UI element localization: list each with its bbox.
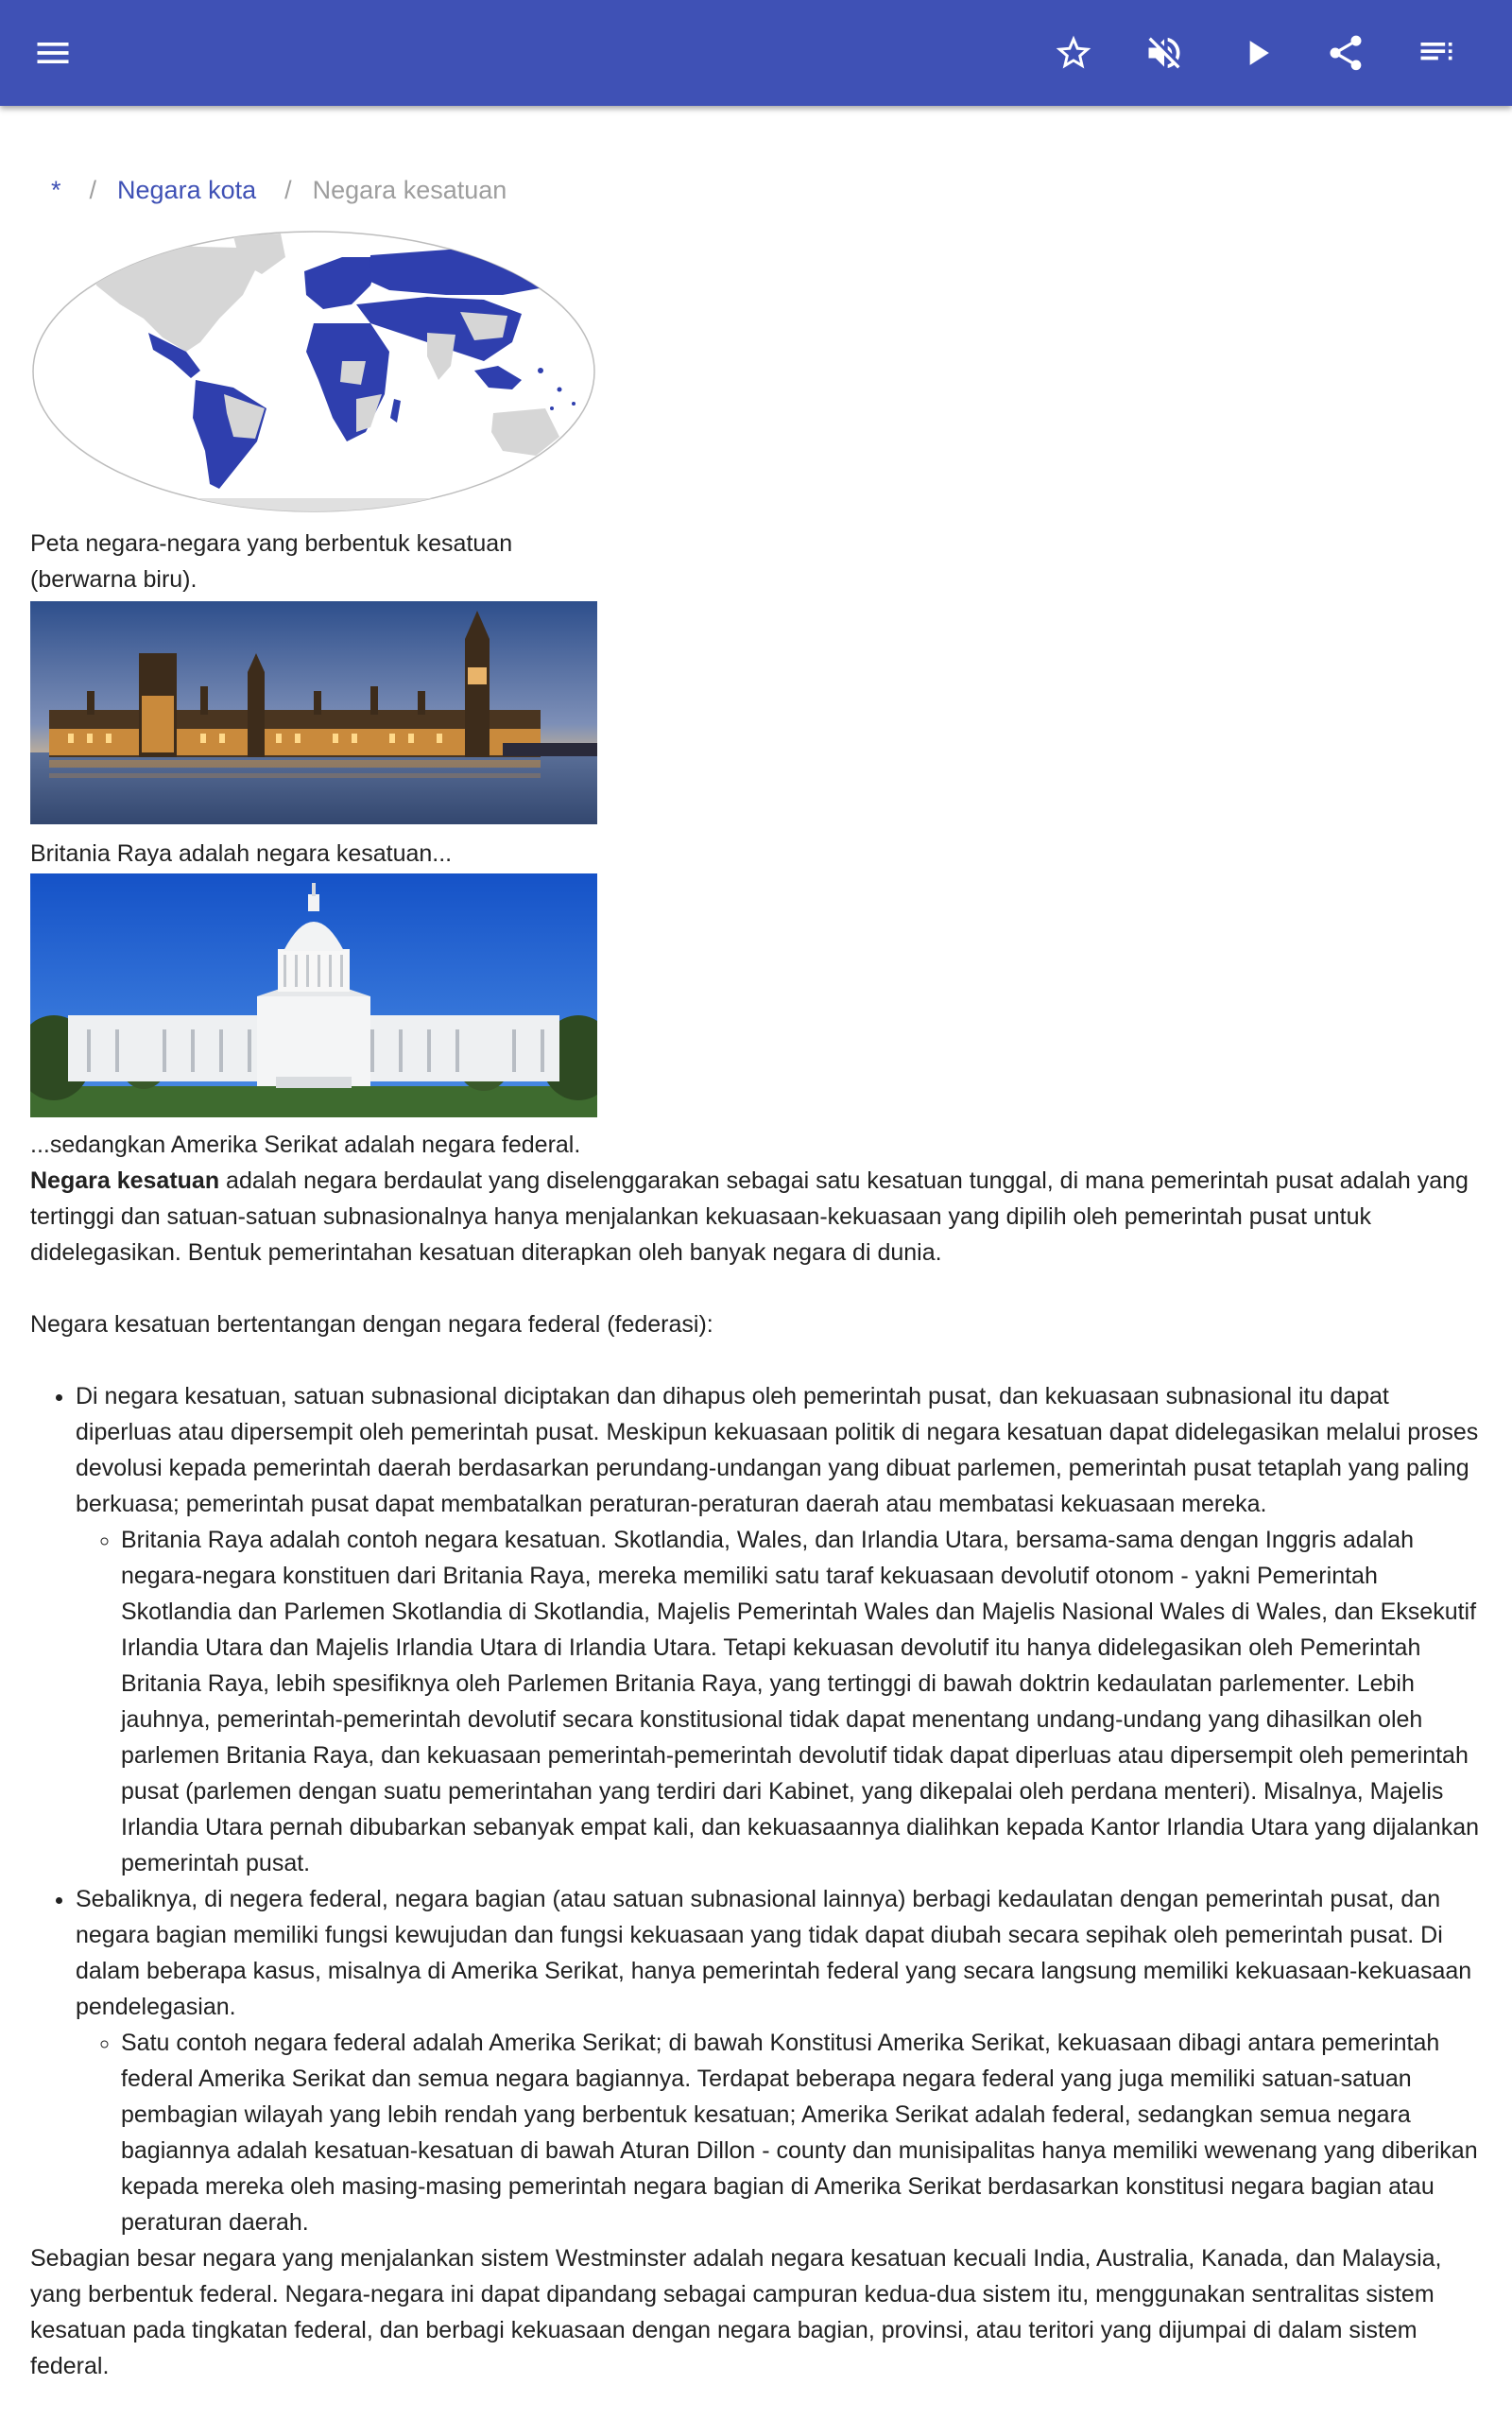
comparison-list (30, 1378, 1486, 2240)
federal-sub-list (76, 2025, 1486, 2240)
map-caption: Peta negara-negara yang berbentuk kesatuan (berwarna biru). (30, 530, 513, 593)
map-figure (30, 229, 1486, 514)
federal-bullet-text: Sebaliknya, di negera federal, negara bagian (atau satuan subnasional lainnya) berbagi kedaulatan dengan pemerintah pusat, dan negara bagian memiliki fungsi kewujudan dan fungsi kekuasaan yang tidak dapat diubah secara sepihak oleh pemerintah pusat. Di dalam beberapa kasus, misalnya di Amerika Serikat, hanya pemerintah federal yang secara langsung memiliki kekuasaan-kekuasaan pendelegasian. (76, 1886, 1472, 2020)
intro-text: adalah negara berdaulat yang diselenggarakan sebagai satu kesatuan tunggal, di mana pemerintah pusat adalah yang tertinggi dan satuan-satuan subnasionalnya hanya menjalankan kekuasaan-kekuasaan yang dipilih oleh pemerintah pusat untuk didelegasikan. Bentuk pemerintahan kesatuan diterapkan oleh banyak negara di dunia. (30, 1167, 1469, 1266)
uk-example-text: Britania Raya adalah contoh negara kesatuan. Skotlandia, Wales, dan Irlandia Utara, bersama-sama dengan Inggris adalah negara-negara konstituen dari Britania Raya, mereka memiliki satu taraf kekuasaan devolutif otonom - yakni Pemerintah Skotlandia dan Parlemen Skotlandia di Skotlandia, Majelis Pemerintah Wales dan Majelis Nasional Wales di Wales, dan Eksekutif Irlandia Utara dan Majelis Irlandia Utara di Irlandia Utara. Tetapi kekuasan devolutif itu hanya didelegasikan oleh Pemerintah Britania Raya, lebih spesifiknya oleh Parlemen Britania Raya, yang tertinggi di bawah doktrin kedaulatan parlementer. Lebih jauhnya, pemerintah-pemerintah devolutif secara konstitusional tidak dapat menentang undang-undang yang dihasilkan oleh parlemen Britania Raya, dan kekuasaan pemerintah-pemerintah devolutif tidak dapat diperluas atau dipersempit oleh pemerintah pusat (parlemen dengan suatu pemerintahan yang terdiri dari Kabinet, yang dikepalai oleh perdana menteri). Misalnya, Majelis Irlandia Utara pernah dibubarkan sebanyak empat kali, dan kekuasaannya dialihkan kepada Kantor Irlandia Utara yang dijalankan pemerintah pusat. (121, 1527, 1480, 1876)
menu-button[interactable] (26, 26, 79, 79)
breadcrumb-separator: / (89, 176, 97, 204)
us-capitol-image (30, 873, 597, 1117)
uk-caption: Britania Raya adalah negara kesatuan... (30, 840, 453, 867)
breadcrumb (30, 168, 1486, 212)
content (30, 106, 1486, 2384)
uk-parliament-image (30, 601, 597, 824)
us-example-text: Satu contoh negara federal adalah Amerika Serikat; di bawah Konstitusi Amerika Serikat, kekuasaan dibagi antara pemerintah federal Amerika Serikat dan semua negara bagiannya. Terdapat beberapa negara federal yang juga memiliki satuan-satuan pembagian wilayah yang lebih rendah yang berbentuk kesatuan; Amerika Serikat adalah federal, sedangkan semua negara bagiannya adalah kesatuan-kesatuan di bawah Aturan Dillon - county dan munisipalitas hanya memiliki wewenang yang diberikan kepada mereka oleh masing-masing pemerintah negara bagian di Amerika Serikat berdasarkan konstitusi negara bagian atau peraturan daerah. (121, 2030, 1478, 2236)
playlist-icon (1416, 32, 1457, 74)
star-outline-icon (1053, 32, 1094, 74)
intro-paragraph (30, 1163, 1486, 1270)
mute-button[interactable] (1138, 26, 1191, 79)
unitary-sub-list (76, 1522, 1486, 1881)
volume-off-icon (1143, 32, 1185, 74)
play-icon (1236, 32, 1278, 74)
share-button[interactable] (1319, 26, 1372, 79)
share-icon (1325, 32, 1366, 74)
list-item (76, 1881, 1486, 2240)
play-button[interactable] (1230, 26, 1283, 79)
app-bar (0, 0, 1512, 106)
us-figure (30, 873, 1486, 1117)
contents-button[interactable] (1410, 26, 1463, 79)
breadcrumb-parent-link[interactable]: Negara kota (117, 176, 257, 204)
favorite-button[interactable] (1047, 26, 1100, 79)
breadcrumb-separator: / (284, 176, 292, 204)
list-item (121, 1522, 1486, 1881)
contrast-paragraph: Negara kesatuan bertentangan dengan negara federal (federasi): (30, 1311, 713, 1338)
us-caption: ...sedangkan Amerika Serikat adalah negara federal. (30, 1132, 581, 1158)
world-map-image (30, 229, 597, 514)
unitary-bullet-text: Di negara kesatuan, satuan subnasional diciptakan dan dihapus oleh pemerintah pusat, dan kekuasaan subnasional itu dapat diperluas atau dipersempit oleh pemerintah pusat. Meskipun kekuasaan politik di negara kesatuan dapat didelegasikan melalui proses devolusi kepada pemerintah daerah berdasarkan perundang-undangan yang dibuat parlemen, pemerintah pusat tetaplah yang paling berkuasa; pemerintah pusat dapat membatalkan peraturan-peraturan daerah atau membatasi kekuasaan mereka. (76, 1383, 1479, 1517)
list-item (76, 1378, 1486, 1881)
list-item (121, 2025, 1486, 2240)
breadcrumb-current: Negara kesatuan (312, 176, 507, 204)
closing-paragraph: Sebagian besar negara yang menjalankan sistem Westminster adalah negara kesatuan kecuali India, Australia, Kanada, dan Malaysia, yang berbentuk federal. Negara-negara ini dapat dipandang sebagai campuran kedua-dua sistem itu, menggunakan sentralitas sistem kesatuan pada tingkatan federal, dan berbagi kekuasaan dengan negara bagian, provinsi, atau teritori yang dijumpai di dalam sistem federal. (30, 2245, 1442, 2379)
intro-term: Negara kesatuan (30, 1167, 220, 1194)
uk-figure (30, 601, 1486, 824)
article-body (30, 1163, 1486, 2384)
breadcrumb-home-link[interactable]: * (51, 176, 61, 204)
menu-icon (32, 32, 74, 74)
